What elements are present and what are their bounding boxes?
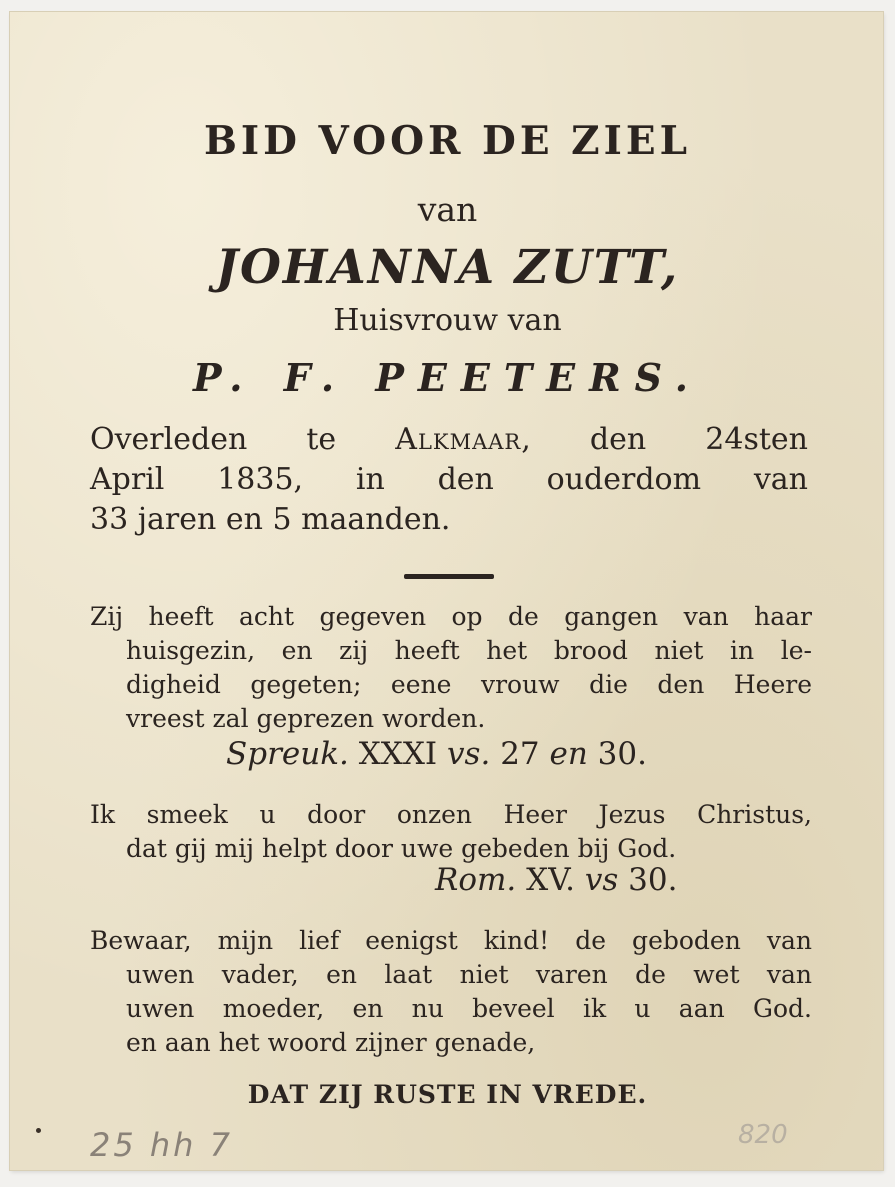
divider-rule	[404, 574, 494, 579]
card-title: BID VOOR DE ZIEL	[203, 118, 692, 164]
ink-speck	[36, 1128, 41, 1133]
verse-3-line: en aan het woord zijner genade,	[126, 1028, 536, 1057]
verse-1	[90, 600, 812, 736]
deceased-name: JOHANNA ZUTT,	[215, 240, 680, 295]
verse-3-line: uwen moeder, en nu beveel ik u aan God.	[126, 994, 812, 1023]
death-notice	[90, 420, 808, 540]
pencil-number-note: 820	[738, 1120, 788, 1150]
pencil-inventory-note: 25 hh 7	[90, 1126, 233, 1164]
huisvrouw-line: Huisvrouw van	[333, 303, 562, 338]
van-line: van	[417, 190, 478, 229]
verse-1-line: vreest zal geprezen worden.	[126, 704, 486, 733]
verse-1-line: digheid gegeten; eene vrouw die den Heere	[126, 670, 812, 699]
verse-2-line: dat gij mij helpt door uwe gebeden bij God.	[126, 834, 677, 863]
verse-3	[90, 924, 812, 1060]
verse-1-line: Zij heeft acht gegeven op de gangen van haar	[90, 602, 812, 631]
verse-3-line: Bewaar, mijn lief eenigst kind! de geboden van	[90, 926, 812, 955]
death-line-2: April 1835, in den ouderdom van	[90, 462, 808, 497]
death-place: Alkmaar	[395, 422, 522, 457]
closing-line: DAT ZIJ RUSTE IN VREDE.	[247, 1080, 648, 1109]
verse-1-reference: Spreuk. XXXI vs. 27 en 30.	[226, 736, 647, 772]
verse-2-line: Ik smeek u door onzen Heer Jezus Christus,	[90, 800, 812, 829]
death-line-1: Overleden te Alkmaar, den 24sten	[90, 422, 808, 457]
death-line-3: 33 jaren en 5 maanden.	[90, 502, 451, 537]
verse-2-reference: Rom. XV. vs 30.	[435, 862, 678, 898]
verse-1-line: huisgezin, en zij heeft het brood niet in le-	[126, 636, 812, 665]
verse-2	[90, 798, 812, 866]
husband-name: P. F. PEETERS.	[193, 355, 702, 400]
verse-3-line: uwen vader, en laat niet varen de wet van	[126, 960, 812, 989]
